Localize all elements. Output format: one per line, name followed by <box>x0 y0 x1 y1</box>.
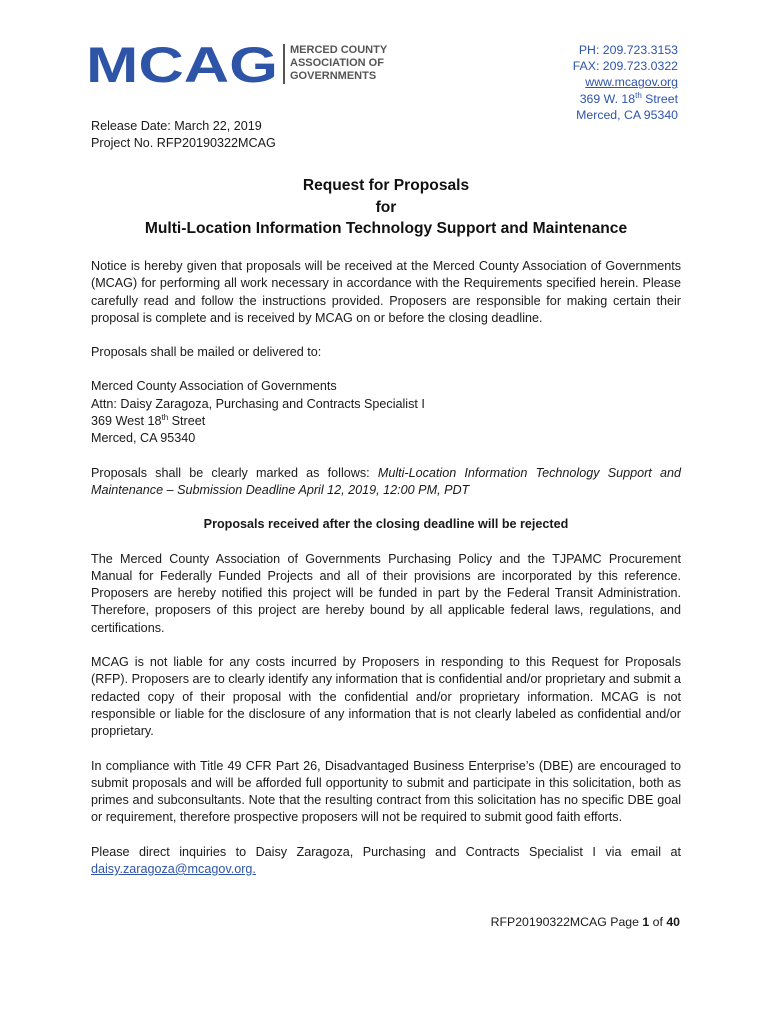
notice-paragraph: Notice is hereby given that proposals will be received at the Merced County Association of Governments (MCAG) for performing all work necessary in accordance with the Requirements specified herein. Please carefully read and follow the instructions provided. Proposers are responsible for making certain their proposal is complete and is received by MCAG on or before the closing deadline. <box>91 259 681 325</box>
page-current: 1 <box>642 915 650 929</box>
contact-city: Merced, CA 95340 <box>576 107 678 122</box>
release-date: Release Date: March 22, 2019 <box>91 119 262 133</box>
address-city: Merced, CA 95340 <box>91 431 196 446</box>
mail-intro: Proposals shall be mailed or delivered to: <box>91 345 322 360</box>
dbe-paragraph: In compliance with Title 49 CFR Part 26, Disadvantaged Business Enterprise’s (DBE) are encouraged to submit proposals and will be afforded full opportunity to submit and participate in this solicitation, both as primes and subconsultants. Note that the resulting contract from this solicitation has no specific DBE goal or requirement, therefore prospective proposers will not be required to submit good faith efforts. <box>91 758 681 825</box>
policy-paragraph: The Merced County Association of Governments Purchasing Policy and the TJPAMC Procurement Manual for Federally Funded Projects and all of their provisions are incorporated by this reference. Proposers are hereby notified this project will be funded in part by the Federal Transit Administration. Therefore, proposers of this project are hereby bound by all applicable federal laws, regulations, and certifications. <box>91 551 681 635</box>
document-body <box>91 258 681 895</box>
phone-number: PH: 209.723.3153 <box>578 43 678 57</box>
address-attn: Attn: Daisy Zaragoza, Purchasing and Contracts Specialist I <box>91 396 425 411</box>
title-line-2: for <box>375 198 397 216</box>
mcag-logo <box>86 37 388 93</box>
marking-paragraph: Proposals shall be clearly marked as follows: Multi-Location Information Technology Support and Maintenance – Submission Deadline April 12, 2019, 12:00 PM, PDT <box>91 465 681 497</box>
release-info <box>91 118 276 153</box>
liability-paragraph: MCAG is not liable for any costs incurred by Proposers in responding to this Request for Proposals (RFP). Proposers are to clearly identify any information that is confidential and/or proprietary and submit a redacted copy of their proposal with the confidential and/or proprietary information. MCAG is not responsible or liable for the disclosure of any information that is not clearly labeled as confidential and/or proprietary. <box>91 655 681 739</box>
document-title <box>91 175 681 240</box>
rejection-notice: Proposals received after the closing deadline will be rejected <box>203 517 569 532</box>
contact-street: 369 W. 18th Street <box>579 90 678 106</box>
address-street: 369 West 18th Street <box>91 412 206 429</box>
email-link[interactable]: daisy.zaragoza@mcagov.org. <box>91 862 256 877</box>
logo-wordmark: MCAG <box>86 37 278 93</box>
title-line-1: Request for Proposals <box>302 177 470 194</box>
project-number: Project No. RFP20190322MCAG <box>91 136 276 151</box>
inquiries-paragraph: Please direct inquiries to Daisy Zaragoza, Purchasing and Contracts Specialist I via email at daisy.zaragoza@mcagov.org. <box>91 844 681 877</box>
logo-subtitle-3: GOVERNMENTS <box>290 70 377 82</box>
page-footer: RFP20190322MCAG Page 1 of 40 <box>490 915 680 929</box>
mailing-address <box>91 378 681 447</box>
fax-number: FAX: 209.723.0322 <box>572 59 678 74</box>
footer-doc-id: RFP20190322MCAG Page <box>490 915 643 929</box>
title-line-3: Multi-Location Information Technology Support and Maintenance <box>144 220 628 237</box>
address-org: Merced County Association of Governments <box>91 379 337 394</box>
page-total: 40 <box>666 915 680 929</box>
marking-label: Multi-Location Information Technology Support and Maintenance – Submission Deadline April 12, 2019, 12:00 PM, PDT <box>91 465 681 497</box>
logo-subtitle-2: ASSOCIATION OF <box>290 57 384 69</box>
contact-block <box>573 42 678 123</box>
website-link[interactable]: www.mcagov.org <box>585 75 678 90</box>
logo-subtitle-1: MERCED COUNTY <box>290 44 388 56</box>
